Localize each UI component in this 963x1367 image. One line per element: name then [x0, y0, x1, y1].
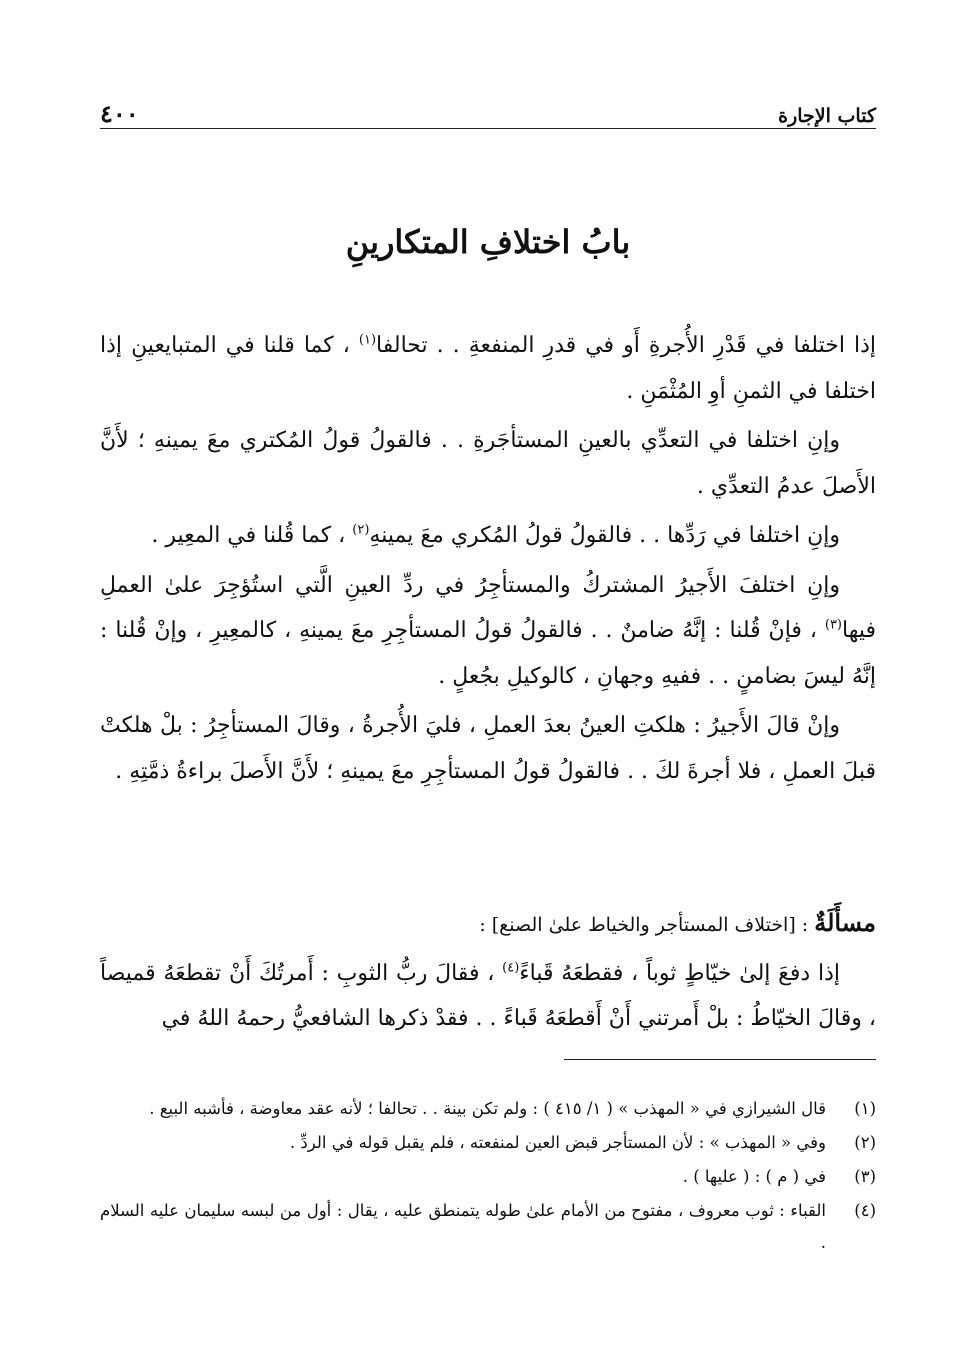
- paragraph-text: وإنِ اختلفا في التعدِّي بالعينِ المستأجَرةِ . . فالقولُ قولُ المُكتري معَ يمينهِ ؛ لأَنَّ الأَصلَ عدمُ التعدِّي .: [100, 428, 876, 499]
- paragraph-text: وإنِ اختلفَ الأَجيرُ المشتركُ والمستأجِرُ في ردِّ العينِ الَّتي استُؤجِرَ علىٰ العملِ فيها: [100, 572, 876, 643]
- footnote-ref-2[interactable]: (٢): [352, 522, 370, 538]
- chapter-title: بابُ اختلافِ المتكارينِ: [345, 223, 631, 261]
- paragraph-4: [100, 563, 876, 700]
- footnote-ref-3[interactable]: (٣): [824, 617, 842, 633]
- paragraph-3: [100, 513, 876, 559]
- footnote-divider: [564, 1059, 876, 1060]
- footnote-number: (١): [854, 1099, 876, 1118]
- masala-heading: [100, 900, 876, 949]
- masala-paragraph: [100, 951, 876, 1042]
- masala-topic: : [اختلاف المستأجر والخياط علىٰ الصنع] :: [479, 914, 815, 936]
- footnote-text: في ( م ) : ( عليها ) .: [682, 1167, 826, 1186]
- footnote-number: (٤): [854, 1201, 876, 1220]
- paragraph-text: ، كما قلنا في المتبايعينِ إذا اختلفا في الثمنِ أوِ المُثْمَنِ .: [100, 333, 876, 404]
- paragraph-text: ، فإنْ قُلنا : إنَّهُ ضامنٌ . . فالقولُ قولُ المستأجِرِ معَ يمينهِ ، كالمعِيرِ ، وإنْ قُلنا : إنَّهُ ليسَ بضامنٍ . . ففيهِ وجهانِ ، كالوكيلِ بجُعلٍ .: [100, 618, 876, 689]
- footnote-text: وفي « المهذب » : لأن المستأجر قبض العين لمنفعته ، فلم يقبل قوله في الردِّ .: [289, 1133, 826, 1152]
- masala-label: مسأَلَةٌ: [814, 908, 876, 937]
- footnote-number: (٢): [854, 1133, 876, 1152]
- footnotes: [100, 1093, 876, 1261]
- footnote-3: [100, 1161, 876, 1193]
- footnote-ref-4[interactable]: (٤): [502, 960, 520, 976]
- masala-section: [100, 900, 876, 1042]
- footnote-2: [100, 1127, 876, 1159]
- paragraph-text: ، فقالَ ربُّ الثوبِ : أَمرتُكَ أَنْ تقطعَهُ قميصاً ، وقالَ الخيّاطُ : بلْ أَمرتني أَنْ أَقطعَهُ قَباءً . . فقدْ ذكرها الشافعيُّ رحمهُ اللهُ في: [100, 960, 876, 1031]
- running-title: كتاب الإجارة: [778, 105, 876, 127]
- paragraph-text: وإنِ اختلفا في رَدِّها . . فالقولُ قولُ المُكري معَ يمينهِ: [369, 523, 840, 548]
- footnote-ref-1[interactable]: (١): [358, 332, 377, 348]
- page-number: ٤٠٠: [100, 99, 139, 128]
- footnote-text: القباء : ثوب معروف ، مفتوح من الأمام علىٰ طوله يتمنطق عليه ، يقال : أول من لبسه سليمان عليه السلام .: [100, 1201, 826, 1252]
- paragraph-1: [100, 323, 876, 414]
- footnote-text: قال الشيرازي في « المهذب » ( ١/ ٤١٥ ) : ولم تكن بينة . . تحالفا ؛ لأنه عقد معاوضة ، فأشبه البيع .: [149, 1099, 826, 1118]
- footnote-1: [100, 1093, 876, 1125]
- paragraph-2: [100, 418, 876, 509]
- paragraph-text: وإنْ قالَ الأَجيرُ : هلكتِ العينُ بعدَ العملِ ، فليَ الأُجرةُ ، وقالَ المستأجِرُ : بلْ هلكتْ قبلَ العملِ ، فلا أجرةَ لكَ . . فالقولُ قولُ المستأجِرِ معَ يمينهِ ؛ لأَنَّ الأَصلَ براءةُ ذمَّتِهِ .: [100, 713, 876, 784]
- paragraph-text: إذا دفعَ إلىٰ خيّاطٍ ثوباً ، فقطعَهُ قَباءً: [519, 960, 840, 986]
- paragraph-5: [100, 703, 876, 794]
- footnote-number: (٣): [854, 1167, 876, 1186]
- main-text: [100, 323, 876, 798]
- footnote-4: [100, 1195, 876, 1259]
- page-header: [100, 86, 876, 129]
- paragraph-text: ، كما قُلنا في المعِير .: [151, 523, 353, 548]
- paragraph-text: إذا اختلفا في قَدْرِ الأُجرةِ أَو في قدرِ المنفعةِ . . تحالفا: [376, 333, 876, 358]
